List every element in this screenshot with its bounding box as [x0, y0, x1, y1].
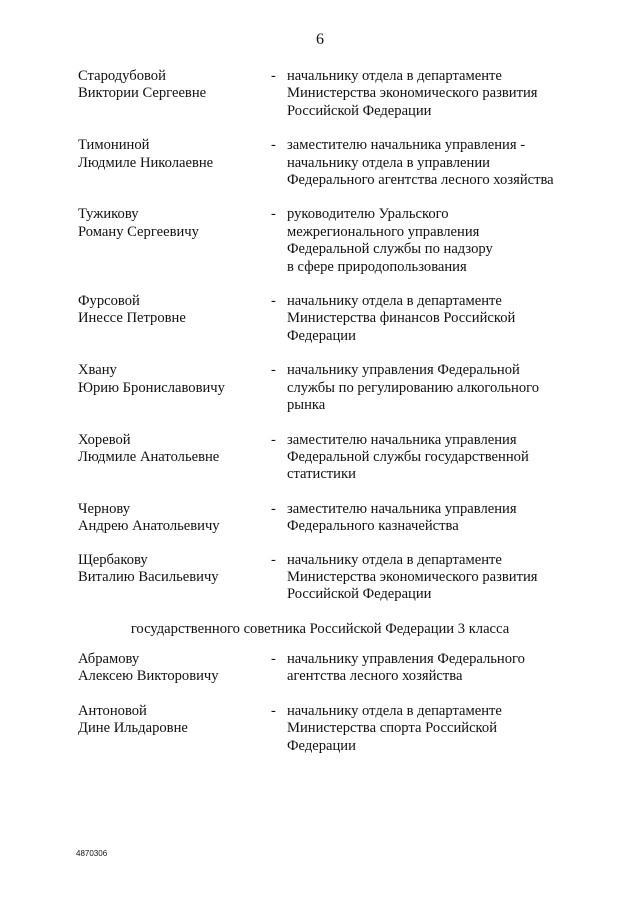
position-line: Федеральной службы по надзору — [287, 241, 493, 258]
person-name — [78, 501, 268, 536]
name-line: Юрию Брониславовичу — [78, 379, 225, 396]
position-line: Российской Федерации — [287, 102, 432, 119]
name-line: Людмиле Анатольевне — [78, 448, 220, 465]
list-item — [78, 501, 578, 536]
position-line: Федеральной службы государственной — [287, 448, 529, 465]
position-line: заместителю начальника управления — [287, 431, 517, 448]
dash: - — [271, 137, 276, 154]
position-line: начальнику отдела в департаменте — [287, 702, 502, 719]
person-name — [78, 432, 268, 467]
position-line: Министерства экономического развития — [287, 85, 538, 102]
awardee-list — [78, 68, 578, 604]
position-line: Федерального казначейства — [287, 518, 459, 535]
name-line: Стародубовой — [78, 68, 166, 84]
page-number: 6 — [316, 31, 324, 48]
name-line: Чернову — [78, 500, 131, 517]
name-line: Роману Сергеевичу — [78, 223, 199, 240]
name-line: Антоновой — [78, 702, 147, 719]
person-name — [78, 362, 268, 397]
position-line: в сфере природопользования — [287, 258, 467, 275]
position-line: статистики — [287, 466, 356, 483]
person-position — [287, 206, 577, 276]
position-line: Федерации — [287, 737, 356, 754]
name-line: Тужикову — [78, 206, 139, 223]
name-line: Щербакову — [78, 551, 148, 568]
awardee-list-rank-3 — [78, 651, 578, 755]
position-line: Министерства экономического развития — [287, 568, 538, 585]
name-line: Алексею Викторовичу — [78, 668, 219, 685]
list-item — [78, 432, 578, 484]
person-name — [78, 68, 268, 103]
list-item — [78, 651, 578, 686]
list-item — [78, 552, 578, 604]
dash: - — [271, 293, 276, 310]
name-line: Хвану — [78, 362, 117, 379]
name-line: Абрамову — [78, 651, 140, 667]
position-line: заместителю начальника управления — [287, 500, 517, 517]
dash: - — [271, 702, 276, 719]
position-line: начальнику отдела в департаменте — [287, 293, 502, 310]
person-name — [78, 651, 268, 686]
dash: - — [271, 206, 276, 223]
position-line: Российской Федерации — [287, 586, 432, 603]
dash: - — [271, 431, 276, 448]
position-line: руководителю Уральского — [287, 206, 449, 223]
position-line: агентства лесного хозяйства — [287, 668, 463, 685]
dash: - — [271, 500, 276, 517]
list-item — [78, 362, 578, 414]
person-position — [287, 362, 577, 414]
person-position — [287, 137, 577, 189]
person-position — [287, 552, 577, 604]
name-line: Людмиле Николаевне — [78, 154, 214, 171]
person-position — [287, 651, 577, 686]
person-position — [287, 703, 577, 755]
person-name — [78, 293, 268, 328]
list-item — [78, 293, 578, 345]
person-name — [78, 703, 268, 738]
position-line: службы по регулированию алкогольного — [287, 379, 540, 396]
person-name — [78, 552, 268, 587]
person-name — [78, 137, 268, 172]
name-line: Андрею Анатольевичу — [78, 518, 220, 535]
position-line: начальнику отдела в управлении — [287, 154, 490, 171]
dash: - — [271, 551, 276, 568]
name-line: Тимониной — [78, 137, 150, 154]
person-name — [78, 206, 268, 241]
person-position — [287, 293, 577, 345]
dash: - — [271, 362, 276, 379]
person-position — [287, 501, 577, 536]
dash: - — [271, 68, 276, 84]
rank-heading: государственного советника Российской Федерации 3 класса — [130, 621, 510, 637]
person-position — [287, 432, 577, 484]
position-line: начальнику управления Федеральной — [287, 362, 520, 379]
position-line: начальнику отдела в департаменте — [287, 551, 502, 568]
dash: - — [271, 651, 276, 667]
name-line: Виталию Васильевичу — [78, 568, 219, 585]
list-item — [78, 703, 578, 755]
name-line: Фурсовой — [78, 293, 140, 310]
position-line: Федерального агентства лесного хозяйства — [287, 172, 554, 189]
name-line: Инессе Петровне — [78, 310, 186, 327]
list-item — [78, 206, 578, 276]
position-line: Федерации — [287, 327, 356, 344]
position-line: заместителю начальника управления - — [287, 137, 526, 154]
name-line: Виктории Сергеевне — [78, 85, 207, 102]
position-line: Министерства финансов Российской — [287, 310, 516, 327]
list-item — [78, 68, 578, 120]
list-item — [78, 137, 578, 189]
position-line: начальнику управления Федерального — [287, 651, 525, 667]
position-line: начальнику отдела в департаменте — [287, 68, 502, 84]
name-line: Хоревой — [78, 431, 131, 448]
name-line: Дине Ильдаровне — [78, 720, 188, 737]
position-line: межрегионального управления — [287, 223, 480, 240]
person-position — [287, 68, 577, 120]
document-code: 4870306 — [76, 849, 108, 858]
position-line: Министерства спорта Российской — [287, 720, 498, 737]
position-line: рынка — [287, 397, 326, 414]
